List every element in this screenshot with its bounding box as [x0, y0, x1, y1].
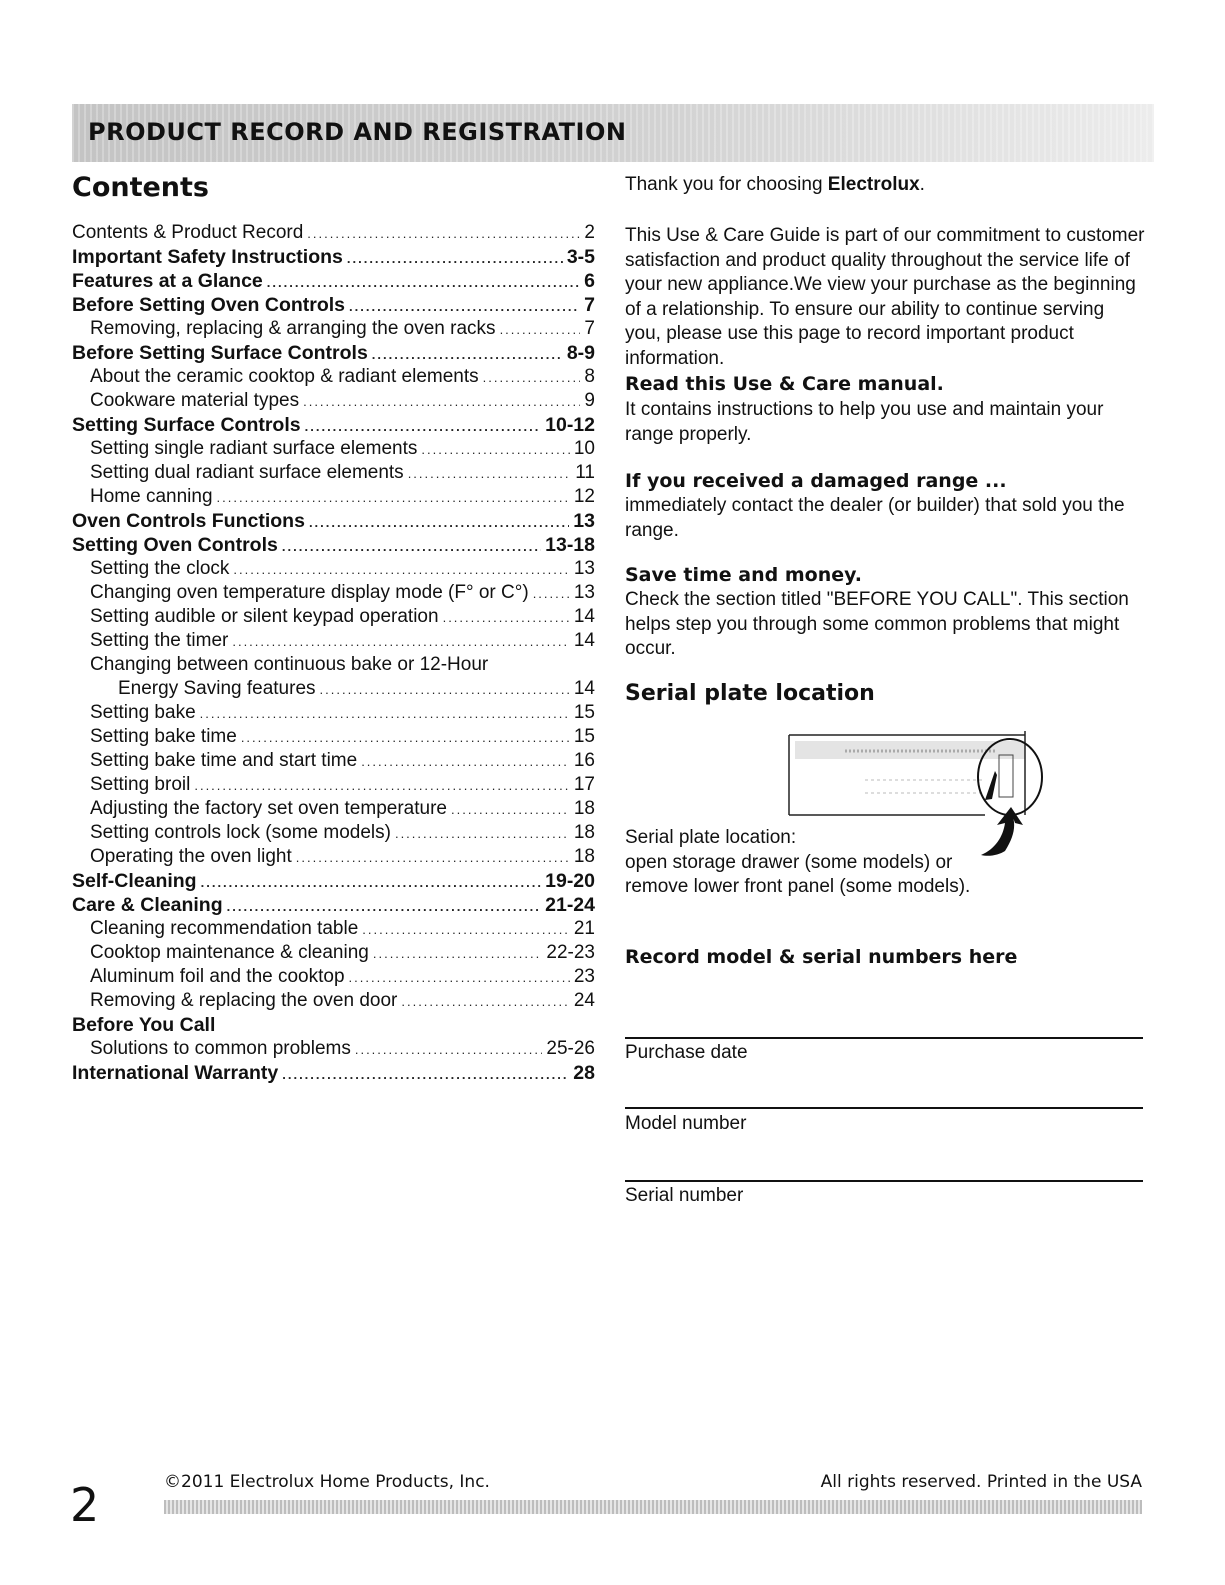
toc-entry-page: 12 [573, 486, 595, 507]
toc-entry-label: Home canning [90, 486, 213, 507]
toc-entry[interactable] [72, 509, 595, 533]
toc-entry[interactable] [72, 941, 595, 965]
toc-leader-dots [217, 486, 570, 510]
serial-number-line[interactable] [625, 1180, 1143, 1182]
toc-entry[interactable] [72, 317, 595, 341]
toc-leader-dots [349, 295, 580, 319]
toc-leader-dots [347, 247, 563, 271]
damaged-range-body: immediately contact the dealer (or builder) that sold you the range. [625, 495, 1125, 541]
toc-entry-page: 7 [584, 318, 595, 339]
toc-entry[interactable] [72, 701, 595, 725]
toc-leader-dots [194, 774, 570, 798]
toc-leader-dots [361, 750, 570, 774]
toc-entry[interactable] [72, 221, 595, 245]
toc-entry-label: Energy Saving features [118, 678, 316, 699]
toc-entry-page: 28 [573, 1062, 595, 1084]
toc-entry-page: 14 [573, 630, 595, 651]
toc-leader-dots [282, 535, 541, 559]
toc-entry-page: 13 [573, 582, 595, 603]
serial-plate-heading: Serial plate location [625, 681, 875, 706]
toc-entry-label: Cooktop maintenance & cleaning [90, 942, 369, 963]
toc-entry[interactable] [72, 677, 595, 701]
read-manual-heading: Read this Use & Care manual. [625, 373, 944, 395]
toc-entry[interactable] [72, 821, 595, 845]
toc-entry-page: 13 [573, 558, 595, 579]
toc-entry-label: Setting bake time and start time [90, 750, 358, 771]
toc-leader-dots [309, 511, 569, 535]
toc-entry-page: 23 [573, 966, 595, 987]
toc-entry-page: 15 [573, 702, 595, 723]
toc-entry-page: 19-20 [545, 870, 595, 892]
toc-entry-label: Aluminum foil and the cooktop [90, 966, 345, 987]
read-manual-body: It contains instructions to help you use and maintain your range properly. [625, 399, 1104, 445]
serial-caption-line-3: remove lower front panel (some models). [625, 876, 971, 897]
toc-entry-label: Setting bake time [90, 726, 237, 747]
toc-entry[interactable] [72, 869, 595, 893]
toc-leader-dots [296, 846, 570, 870]
toc-entry-label: Setting Oven Controls [72, 534, 278, 556]
toc-entry-page: 16 [573, 750, 595, 771]
toc-entry[interactable] [72, 965, 595, 989]
toc-entry-page: 2 [584, 222, 595, 243]
toc-entry-label: Setting single radiant surface elements [90, 438, 418, 459]
toc-entry-page: 14 [573, 606, 595, 627]
toc-entry-label: Before Setting Oven Controls [72, 294, 346, 316]
toc-entry[interactable] [72, 437, 595, 461]
toc-entry-label: Setting Surface Controls [72, 414, 301, 436]
toc-leader-dots [372, 343, 563, 367]
toc-entry-label: Setting dual radiant surface elements [90, 462, 404, 483]
toc-entry-page: 8-9 [566, 342, 595, 364]
toc-entry-label: Removing & replacing the oven door [90, 990, 398, 1011]
toc-entry[interactable] [72, 461, 595, 485]
toc-leader-dots [355, 1038, 543, 1062]
banner-title: PRODUCT RECORD AND REGISTRATION [88, 118, 627, 146]
serial-caption-line-2: open storage drawer (some models) or [625, 851, 953, 873]
toc-leader-dots [282, 1063, 569, 1087]
toc-leader-dots [401, 990, 570, 1014]
section-banner [72, 104, 1154, 162]
model-number-line[interactable] [625, 1107, 1143, 1109]
toc-entry-page: 9 [584, 390, 595, 411]
toc-entry-label: Changing between continuous bake or 12-Hour [90, 654, 489, 675]
toc-leader-dots [533, 582, 570, 606]
toc-leader-dots [307, 222, 580, 246]
toc-leader-dots [200, 702, 570, 726]
toc-leader-dots [233, 558, 569, 582]
toc-entry-label: Setting the timer [90, 630, 229, 651]
toc-entry[interactable] [72, 485, 595, 509]
footer-bar [164, 1500, 1142, 1514]
purchase-date-label: Purchase date [625, 1042, 748, 1063]
toc-entry-label: Operating the oven light [90, 846, 292, 867]
toc-entry-label: Self-Cleaning [72, 870, 197, 892]
toc-entry-label: Cookware material types [90, 390, 300, 411]
toc-entry-label: International Warranty [72, 1062, 279, 1084]
toc-entry-page: 22-23 [546, 942, 595, 963]
toc-entry[interactable] [72, 653, 595, 677]
toc-entry-page: 21 [573, 918, 595, 939]
toc-entry-label: About the ceramic cooktop & radiant elements [90, 366, 479, 387]
purchase-date-line[interactable] [625, 1037, 1143, 1039]
toc-entry-label: Important Safety Instructions [72, 246, 343, 268]
toc-entry-label: Solutions to common problems [90, 1038, 351, 1059]
rights-text: All rights reserved. Printed in the USA [820, 1472, 1142, 1492]
toc-entry-label: Setting bake [90, 702, 196, 723]
toc-entry[interactable] [72, 1013, 595, 1037]
toc-entry[interactable] [72, 581, 595, 605]
toc-entry[interactable] [72, 389, 595, 413]
toc-leader-dots [305, 415, 542, 439]
toc-entry-page: 11 [575, 462, 595, 483]
toc-entry[interactable] [72, 1061, 595, 1085]
commitment-paragraph: This Use & Care Guide is part of our commitment to customer satisfaction and product quality throughout the service life of your new appliance.We view your purchase as the beginning of a relationship. To ensure our ability to continue serving you, please use this page to record important product information. [625, 225, 1145, 369]
toc-entry-label: Removing, replacing & arranging the oven racks [90, 318, 496, 339]
toc-leader-dots [267, 271, 580, 295]
serial-caption-line-1: Serial plate location: [625, 827, 797, 848]
toc-entry-page: 8 [584, 366, 595, 387]
toc-leader-dots [483, 366, 581, 390]
toc-entry-page: 13 [573, 510, 595, 532]
toc-entry[interactable] [72, 269, 595, 293]
record-numbers-heading: Record model & serial numbers here [625, 946, 1018, 968]
damaged-range-heading: If you received a damaged range ... [625, 470, 1007, 492]
page-number: 2 [70, 1478, 100, 1532]
toc-entry-label: Oven Controls Functions [72, 510, 305, 532]
toc-entry-page: 7 [584, 294, 595, 316]
toc-entry-page: 3-5 [566, 246, 595, 268]
toc-entry[interactable] [72, 533, 595, 557]
toc-entry-label: Care & Cleaning [72, 894, 223, 916]
toc-leader-dots [443, 606, 570, 630]
toc-entry-page: 24 [573, 990, 595, 1011]
toc-entry[interactable] [72, 293, 595, 317]
toc-leader-dots [232, 630, 570, 654]
toc-entry-page: 25-26 [546, 1038, 595, 1059]
serial-plate-caption [625, 826, 1045, 900]
serial-number-label: Serial number [625, 1185, 744, 1206]
toc-entry[interactable] [72, 341, 595, 365]
toc-leader-dots [362, 918, 570, 942]
toc-leader-dots [349, 966, 570, 990]
toc-entry[interactable] [72, 989, 595, 1013]
toc-leader-dots [451, 798, 570, 822]
toc-entry-label: Changing oven temperature display mode (F° or C°) [90, 582, 529, 603]
toc-entry-label: Setting audible or silent keypad operation [90, 606, 439, 627]
save-time-heading: Save time and money. [625, 564, 862, 586]
toc-entry-page: 6 [584, 270, 595, 292]
toc-entry[interactable] [72, 893, 595, 917]
toc-leader-dots [500, 318, 581, 342]
toc-entry-label: Setting controls lock (some models) [90, 822, 391, 843]
thank-you-text: Thank you for choosing [625, 174, 828, 195]
toc-entry-page: 17 [573, 774, 595, 795]
toc-entry-label: Contents & Product Record [72, 222, 304, 243]
toc-leader-dots [421, 438, 569, 462]
toc-entry-label: Before You Call [72, 1014, 216, 1036]
toc-entry-page: 13-18 [545, 534, 595, 556]
toc-leader-dots [320, 678, 570, 702]
toc-entry[interactable] [72, 413, 595, 437]
table-of-contents [72, 221, 595, 1085]
toc-leader-dots [395, 822, 570, 846]
toc-entry[interactable] [72, 245, 595, 269]
toc-leader-dots [373, 942, 543, 966]
toc-leader-dots [303, 390, 580, 414]
toc-entry[interactable] [72, 605, 595, 629]
toc-entry-label: Setting broil [90, 774, 191, 795]
toc-entry-label: Features at a Glance [72, 270, 263, 292]
toc-entry-label: Setting the clock [90, 558, 230, 579]
toc-entry-page: 10 [573, 438, 595, 459]
toc-entry[interactable] [72, 797, 595, 821]
copyright-text: ©2011 Electrolux Home Products, Inc. [164, 1472, 490, 1492]
toc-entry[interactable] [72, 773, 595, 797]
toc-leader-dots [241, 726, 570, 750]
toc-leader-dots [227, 895, 542, 919]
contents-heading: Contents [72, 172, 210, 203]
toc-entry[interactable] [72, 749, 595, 773]
model-number-label: Model number [625, 1113, 747, 1134]
toc-entry-page: 10-12 [545, 414, 595, 436]
toc-entry-page: 18 [573, 798, 595, 819]
toc-entry[interactable] [72, 725, 595, 749]
toc-entry-page: 14 [573, 678, 595, 699]
toc-entry-page: 21-24 [545, 894, 595, 916]
brand-name: Electrolux [827, 174, 920, 195]
toc-entry-page: 15 [573, 726, 595, 747]
toc-entry[interactable] [72, 1037, 595, 1061]
toc-entry-label: Adjusting the factory set oven temperature [90, 798, 447, 819]
toc-leader-dots [408, 462, 572, 486]
thank-you-line [625, 174, 925, 196]
toc-entry-label: Before Setting Surface Controls [72, 342, 368, 364]
toc-entry[interactable] [72, 845, 595, 869]
toc-entry[interactable] [72, 365, 595, 389]
toc-entry[interactable] [72, 557, 595, 581]
toc-entry[interactable] [72, 629, 595, 653]
toc-entry-page: 18 [573, 822, 595, 843]
save-time-body: Check the section titled "BEFORE YOU CALL". This section helps step you through some common problems that might occur. [625, 589, 1129, 659]
toc-entry[interactable] [72, 917, 595, 941]
toc-leader-dots [201, 871, 542, 895]
thank-you-suffix: . [919, 174, 925, 195]
toc-entry-label: Cleaning recommendation table [90, 918, 359, 939]
toc-entry-page: 18 [573, 846, 595, 867]
